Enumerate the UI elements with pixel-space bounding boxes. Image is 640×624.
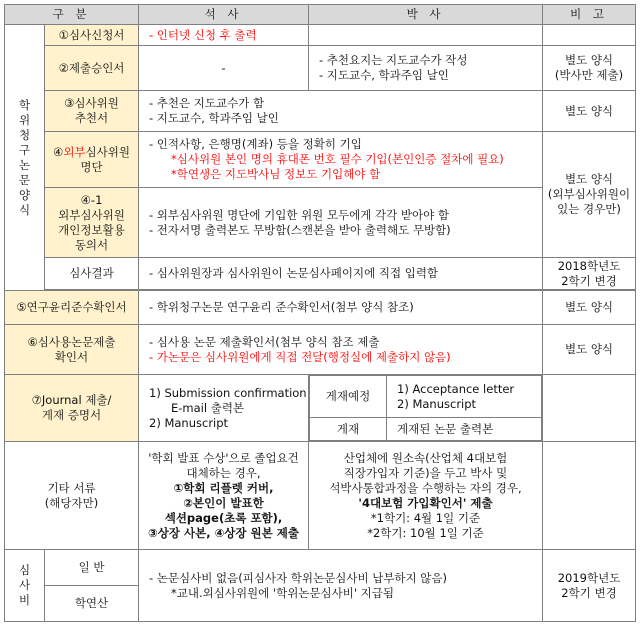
row-approval-label: ②제출승인서 [45, 46, 139, 91]
row-privacy-consent-label: ④-1 외부심사위원 개인정보활용 동의서 [45, 188, 139, 258]
row-recommendation-content: - 추천은 지도교수가 함 - 지도교수, 학과주임 날인 [139, 91, 543, 132]
row-other-docs-masters: '학회 발표 수상'으로 졸업요건 대체하는 경우, ①학회 리플렛 커버, ②본인이 발표한 섹션page(초록 포함), ③상장 사본, ④상장 원본 제출 [139, 442, 309, 550]
row-fee-general-label: 일 반 [45, 550, 139, 586]
row-submission-confirm-note: 별도 양식 [543, 325, 636, 375]
row-submission-confirm-content: - 심사용 논문 제출확인서(첨부 양식 참조 제출 - 가논문은 심사위원에게 직접 전달(행정실에 제출하지 않음) [139, 325, 543, 375]
group-label-review-fee: 심 사 비 [5, 550, 45, 622]
row-review-result-content: - 심사위원장과 심사위원이 논문심사페이지에 직접 입력함 [139, 258, 543, 290]
row-ethics-content: - 학위청구논문 연구윤리 준수확인서(첨부 양식 참조) [139, 291, 543, 325]
row-application-masters: - 인터넷 신청 후 출력 [139, 25, 309, 46]
row-approval-masters: - [139, 46, 309, 91]
header-doctorate: 박 사 [309, 5, 543, 25]
row-recommendation-label: ③심사위원 추천서 [45, 91, 139, 132]
row-other-docs-note [543, 442, 636, 550]
row-other-docs-label: 기타 서류 (해당자만) [5, 442, 139, 550]
row-journal-doctorate [309, 375, 543, 442]
row-journal-masters: 1) Submission confirmation E-mail 출력본 2) Manuscript [139, 375, 309, 442]
row-recommendation-note: 별도 양식 [543, 91, 636, 132]
row-external-reviewers-note: 별도 양식 (외부심사위원이 있는 경우만) [543, 132, 636, 258]
row-fee-industry-label: 학연산 [45, 586, 139, 622]
row-application-note [543, 25, 636, 46]
row-journal-label: ⑦Journal 제출/ 게재 증명서 [5, 375, 139, 442]
header-masters: 석 사 [139, 5, 309, 25]
row-application-label: ①심사신청서 [45, 25, 139, 46]
journal-accepted-content: 1) Acceptance letter 2) Manuscript [387, 376, 542, 418]
row-fee-note: 2019학년도 2학기 변경 [543, 550, 636, 622]
row-ethics-note: 별도 양식 [543, 291, 636, 325]
row-other-docs-doctorate: 산업체에 원소속(산업체 4대보험 직장가입자 기준)을 두고 박사 및 석박사통합과정을 수행하는 자의 경우, '4대보험 가입확인서' 제출 *1학기: 4월 1일 기준 *2학기: 10월 1일 기준 [309, 442, 543, 550]
journal-published-label: 게재 [310, 418, 387, 441]
row-review-result-label: 심사결과 [45, 258, 139, 290]
row-journal-note [543, 375, 636, 442]
row-review-result-note: 2018학년도 2학기 변경 [543, 258, 636, 290]
group-label-thesis-forms: 학 위 청 구 논 문 양 식 [5, 25, 45, 291]
row-application-doctorate [309, 25, 543, 46]
journal-published-content: 게재된 논문 출력본 [387, 418, 542, 441]
header-category: 구 분 [5, 5, 139, 25]
row-submission-confirm-label: ⑥심사용논문제출 확인서 [5, 325, 139, 375]
row-approval-doctorate: - 추천요지는 지도교수가 작성 - 지도교수, 학과주임 날인 [309, 46, 543, 91]
header-notes: 비 고 [543, 5, 636, 25]
row-approval-note: 별도 양식 (박사만 제출) [543, 46, 636, 91]
document-table [4, 4, 636, 622]
row-privacy-consent-content: - 외부심사위원 명단에 기입한 위원 모두에게 각각 받아야 함 - 전자서명 출력본도 무방함(스캔본을 받아 출력해도 무방함) [139, 188, 543, 258]
row-fee-content: - 논문심사비 없음(피심사자 학위논문심사비 납부하지 않음) *교내.외심사위원에 '학위논문심사비' 지급됨 [139, 550, 543, 622]
row-external-reviewers-label: ④외부심사위원 명단 [45, 132, 139, 188]
journal-accepted-label: 게재예정 [310, 376, 387, 418]
row-ethics-label: ⑤연구윤리준수확인서 [5, 291, 139, 325]
row-external-reviewers-content: - 인적사항, 은행명(계좌) 등을 정확히 기입 *심사위원 본인 명의 휴대폰 번호 필수 기입(본인인증 절차에 필요) *학연생은 지도박사님 정보도 기입해야 함 [139, 132, 543, 188]
